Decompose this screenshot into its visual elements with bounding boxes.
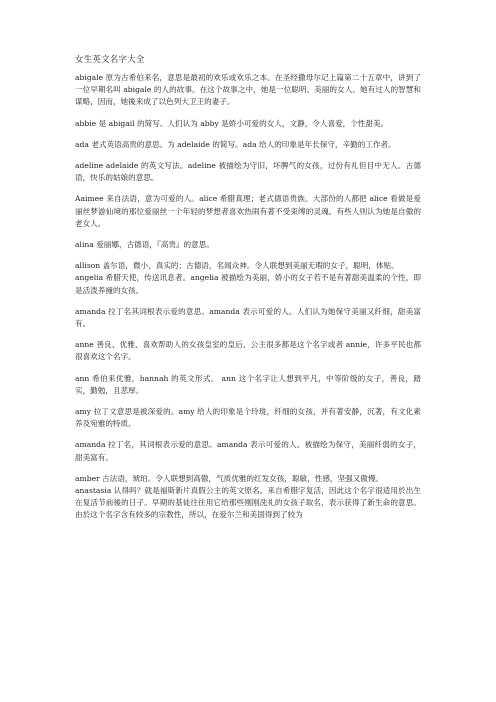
paragraph-anastasia: anastasia 认得吗？就是福斯新片真假公主的英文原名。来自希腊字复活，因此这个名字很适用於出生在复活节前後的日子。早期的基徒往往用它给那些刚刚洗礼的女孩子取名，表示获得了新生命的意思。由於这个名字含有较多的宗教性，所以，在爱尔兰和美国得到了较为 <box>75 486 421 520</box>
paragraph-amanda-1: amanda 拉丁名其词根表示爱的意思。amanda 表示可爱的人。人们认为她保守美丽又纤细，甜美富有。 <box>75 306 421 329</box>
paragraph-abbie: abbie 是 abigail 的简写。人们认为 abby 是娇小可爱的女人，文静，令人喜爱，个性甜美。 <box>75 118 389 128</box>
paragraph-angelia: angelia 希腊天使，传送讯息者。angelia 被描绘为美丽，娇小的女子若不是有著甜美温柔的个性，即是活泼养撞的女孩。 <box>75 273 421 295</box>
paragraph-allison: allison 盖尔语，微小，真实的；古德语，名闻众神。令人联想到美丽无瑕的女子，聪明，体贴。 <box>75 261 399 271</box>
page-title: 女生英文名字大全 <box>75 55 145 65</box>
document-body <box>75 72 421 522</box>
paragraph-abigale: abigale 原为古希伯来名，意思是最初的欢乐或欢乐之本。在圣经撒母尔记上篇第二十五章中，讲到了一位早期名叫 abigale 的人的故事。在这个故事之中，她是一位聪明、美丽的女人。她有过人的智慧和谋略，因而，她後来成了以色列大卫王的妻子。 <box>75 73 421 107</box>
paragraph-amy: amy 拉丁文意思是被深爱的。amy 给人的印象是个玲珑，纤细的女孩，并有著安静，沉著，有文化素养及宛雅的特质。 <box>75 407 421 429</box>
paragraph-adeline: adeline adelaide 的英文写法。adeline 被描绘为守旧，坏脾气的女孩，过份有礼但目中无人。古德语，快乐的姑娘的意思。 <box>75 161 421 183</box>
paragraph-alina: alina 爱丽娜，古德语，『高贵』的意思。 <box>75 240 214 250</box>
paragraph-amber: amber 古法语，琥珀。令人联想到高傲，气质优雅的红发女孩，聪敏，性感，坚强又傲慢。 <box>75 473 384 483</box>
paragraph-amanda-2: amanda 拉丁名，其词根表示爱的意思。amanda 表示可爱的人。被描绘为保守，美丽纤弱的女子，甜美富有。 <box>75 440 421 462</box>
paragraph-ada: ada 老式英语高贵的意思。为 adelaide 的简写。ada 给人的印象是年长保守，辛勤的工作者。 <box>75 139 396 149</box>
paragraph-anne: anne 善良、优雅、喜欢帮助人的女孩皇室的皇后、公主很多都是这个名字或者 annie，许多平民也都很喜欢这个名字。 <box>75 340 421 362</box>
paragraph-ann: ann 希伯来优雅，hannah 的英文形式。 ann 这个名字让人想到平凡，中等阶级的女子，善良，踏实，勤勉，且悲厚。 <box>75 373 421 395</box>
paragraph-aaimee-alice: Aaimee 来自法语，意为可爱的人。alice 希腊真理；老式德语贵族。大部份的人都把 alice 看做是爱丽丝梦游仙境的那位爱丽丝一个年轻的梦想者喜欢热闹有著不受束缚的灵魂。有些人则认为她是自傲的老女人。 <box>75 194 421 228</box>
